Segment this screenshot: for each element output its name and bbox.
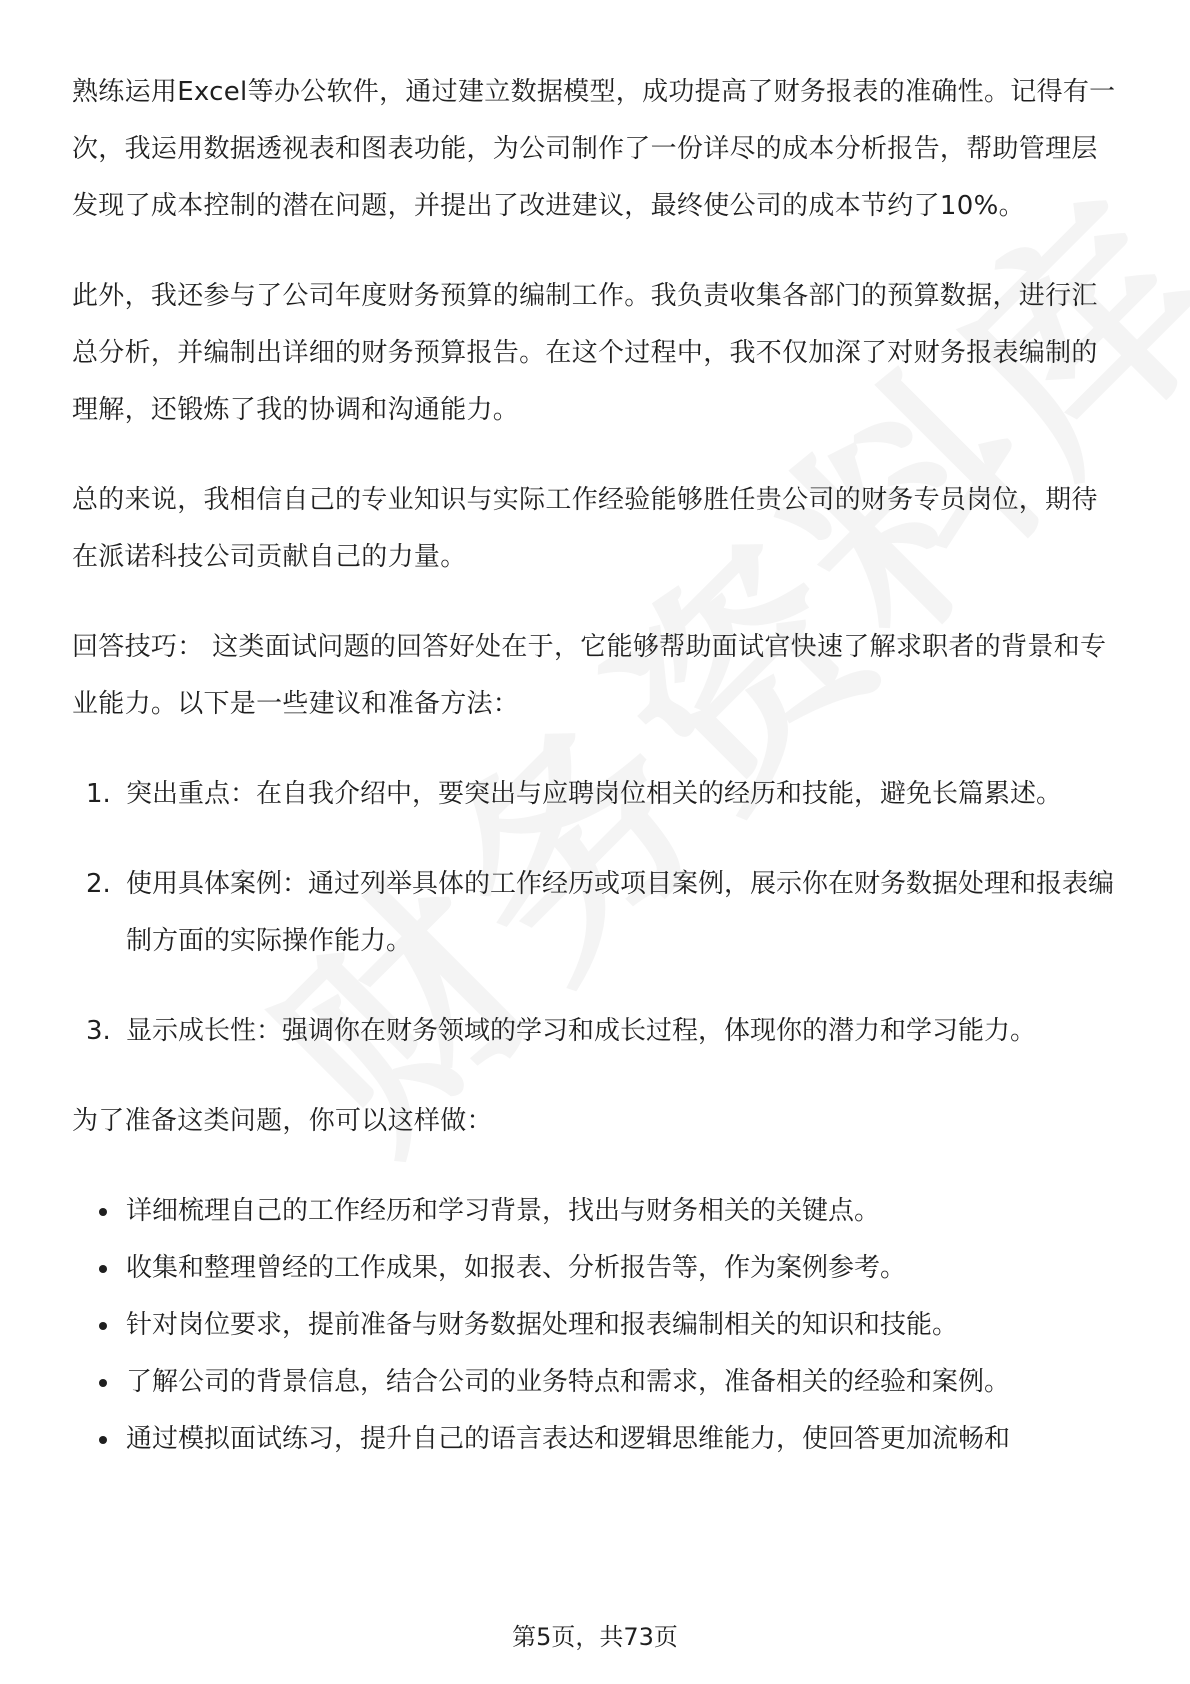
prep-list bbox=[72, 1183, 1122, 1468]
list-item bbox=[72, 1240, 1122, 1297]
paragraph-budget-work: 此外，我还参与了公司年度财务预算的编制工作。我负责收集各部门的预算数据，进行汇总分析，并编制出详细的财务预算报告。在这个过程中，我不仅加深了对财务报表编制的理解，还锻炼了我的协调和沟通能力。 bbox=[72, 281, 1098, 425]
list-item bbox=[72, 1003, 1122, 1060]
paragraph-summary: 总的来说，我相信自己的专业知识与实际工作经验能够胜任贵公司的财务专员岗位，期待在派诺科技公司贡献自己的力量。 bbox=[72, 485, 1098, 572]
list-item-text: 显示成长性：强调你在财务领域的学习和成长过程，体现你的潜力和学习能力。 bbox=[126, 1016, 1037, 1046]
list-item bbox=[72, 1354, 1122, 1411]
list-item bbox=[72, 766, 1122, 823]
bullet-icon bbox=[99, 1379, 107, 1387]
bullet-icon bbox=[99, 1436, 107, 1444]
bullet-icon bbox=[99, 1265, 107, 1273]
list-number: 1. bbox=[86, 779, 111, 809]
list-item-text: 使用具体案例：通过列举具体的工作经历或项目案例，展示你在财务数据处理和报表编制方面的实际操作能力。 bbox=[126, 869, 1115, 956]
list-number: 3. bbox=[86, 1016, 111, 1046]
paragraph-excel-experience: 熟练运用Excel等办公软件，通过建立数据模型，成功提高了财务报表的准确性。记得有一次，我运用数据透视表和图表功能，为公司制作了一份详尽的成本分析报告，帮助管理层发现了成本控制的潜在问题，并提出了改进建议，最终使公司的成本节约了10%。 bbox=[72, 77, 1116, 221]
list-item bbox=[72, 1297, 1122, 1354]
page-number-footer: 第5页，共73页 bbox=[512, 1623, 678, 1651]
bullet-icon bbox=[99, 1208, 107, 1216]
list-number: 2. bbox=[86, 869, 111, 899]
list-item-text: 针对岗位要求，提前准备与财务数据处理和报表编制相关的知识和技能。 bbox=[126, 1310, 959, 1340]
document-body bbox=[72, 64, 1122, 1468]
list-item bbox=[72, 1183, 1122, 1240]
tips-list bbox=[72, 766, 1122, 1060]
list-item-text: 收集和整理曾经的工作成果，如报表、分析报告等，作为案例参考。 bbox=[126, 1253, 907, 1283]
list-item-text: 突出重点：在自我介绍中，要突出与应聘岗位相关的经历和技能，避免长篇累述。 bbox=[126, 779, 1063, 809]
list-item-text: 通过模拟面试练习，提升自己的语言表达和逻辑思维能力，使回答更加流畅和 bbox=[126, 1424, 1011, 1454]
paragraph-answer-tips: 回答技巧： 这类面试问题的回答好处在于，它能够帮助面试官快速了解求职者的背景和专业能力。以下是一些建议和准备方法： bbox=[72, 632, 1107, 719]
bullet-icon bbox=[99, 1322, 107, 1330]
list-item-text: 详细梳理自己的工作经历和学习背景，找出与财务相关的关键点。 bbox=[126, 1196, 881, 1226]
list-item bbox=[72, 1411, 1122, 1468]
list-item bbox=[72, 856, 1122, 970]
list-item-text: 了解公司的背景信息，结合公司的业务特点和需求，准备相关的经验和案例。 bbox=[126, 1367, 1011, 1397]
paragraph-prep-intro: 为了准备这类问题，你可以这样做： bbox=[72, 1106, 493, 1136]
